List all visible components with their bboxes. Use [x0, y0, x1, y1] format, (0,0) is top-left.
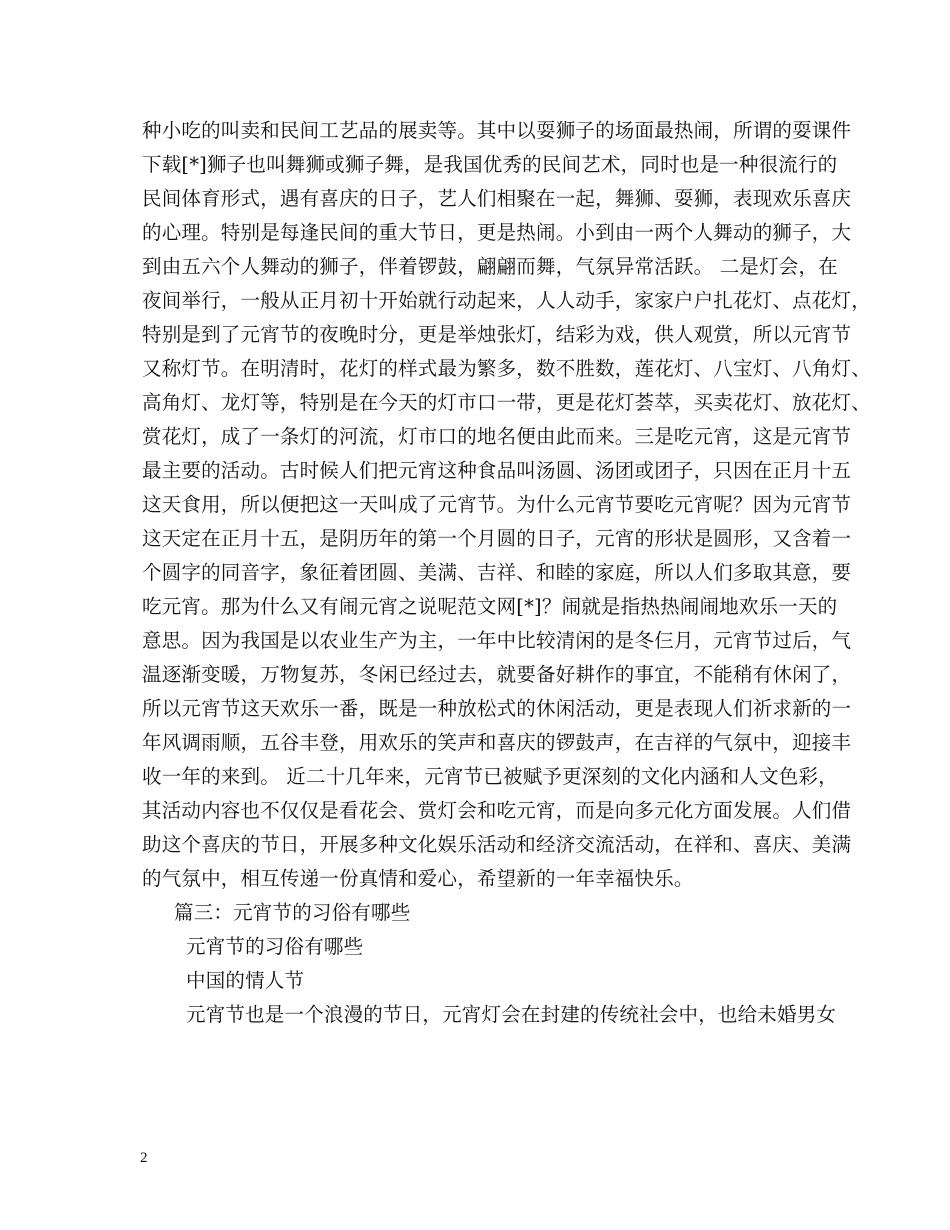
section-heading: 篇三：元宵节的习俗有哪些 — [174, 901, 411, 924]
body-line: 又称灯节。在明清时，花灯的样式最为繁多，数不胜数，莲花灯、八宝灯、八角灯、 — [142, 357, 871, 380]
body-line: 的气氛中，相互传递一份真情和爱心，希望新的一年幸福快乐。 — [142, 867, 694, 890]
body-line: 民间体育形式，遇有喜庆的日子，艺人们相聚在一起，舞狮、耍狮，表现欢乐喜庆 — [142, 187, 852, 210]
body-line: 助这个喜庆的节日，开展多种文化娱乐活动和经济交流活动，在祥和、喜庆、美满 — [142, 833, 852, 856]
body-line: 种小吃的叫卖和民间工艺品的展卖等。其中以耍狮子的场面最热闹，所谓的耍课件 — [142, 119, 852, 142]
body-line: 温逐渐变暖，万物复苏，冬闲已经过去，就要备好耕作的事宜，不能稍有休闲了， — [142, 663, 852, 686]
body-line: 下载[*]狮子也叫舞狮或狮子舞，是我国优秀的民间艺术，同时也是一种很流行的 — [142, 153, 838, 176]
page-number: 2 — [140, 1150, 148, 1166]
body-line: 到由五六个人舞动的狮子，伴着锣鼓，翩翩而舞，气氛异常活跃。 二是灯会，在 — [142, 255, 838, 278]
body-line: 这天定在正月十五，是阴历年的第一个月圆的日子，元宵的形状是圆形，又含着一 — [142, 527, 852, 550]
body-line: 这天食用，所以便把这一天叫成了元宵节。为什么元宵节要吃元宵呢？因为元宵节 — [142, 493, 852, 516]
body-line: 吃元宵。那为什么又有闹元宵之说呢范文网[*]？闹就是指热热闹闹地欢乐一天的 — [142, 595, 838, 618]
body-line: 高角灯、龙灯等，特别是在今天的灯市口一带，更是花灯荟萃，买卖花灯、放花灯、 — [142, 391, 871, 414]
body-line: 赏花灯，成了一条灯的河流，灯市口的地名便由此而来。三是吃元宵，这是元宵节 — [142, 425, 852, 448]
subheading: 元宵节的习俗有哪些 — [186, 935, 364, 958]
subheading: 中国的情人节 — [186, 969, 305, 992]
body-line: 个圆字的同音字，象征着团圆、美满、吉祥、和睦的家庭，所以人们多取其意，要 — [142, 561, 852, 584]
body-line: 夜间举行，一般从正月初十开始就行动起来，人人动手，家家户户扎花灯、点花灯， — [142, 289, 871, 312]
paragraph-line: 元宵节也是一个浪漫的节日，元宵灯会在封建的传统社会中，也给未婚男女 — [186, 1003, 837, 1026]
body-line: 所以元宵节这天欢乐一番，既是一种放松式的休闲活动，更是表现人们祈求新的一 — [142, 697, 852, 720]
body-line: 收一年的来到。 近二十几年来，元宵节已被赋予更深刻的文化内涵和人文色彩， — [142, 765, 838, 788]
body-line: 的心理。特别是每逢民间的重大节日，更是热闹。小到由一两个人舞动的狮子，大 — [142, 221, 852, 244]
body-line: 特别是到了元宵节的夜晚时分，更是举烛张灯，结彩为戏，供人观赏，所以元宵节 — [142, 323, 852, 346]
body-line: 最主要的活动。古时候人们把元宵这种食品叫汤圆、汤团或团子，只因在正月十五 — [142, 459, 852, 482]
body-line: 其活动内容也不仅仅是看花会、赏灯会和吃元宵，而是向多元化方面发展。人们借 — [142, 799, 852, 822]
body-line: 意思。因为我国是以农业生产为主，一年中比较清闲的是冬仨月，元宵节过后，气 — [142, 629, 852, 652]
body-line: 年风调雨顺，五谷丰登，用欢乐的笑声和喜庆的锣鼓声，在吉祥的气氛中，迎接丰 — [142, 731, 852, 754]
